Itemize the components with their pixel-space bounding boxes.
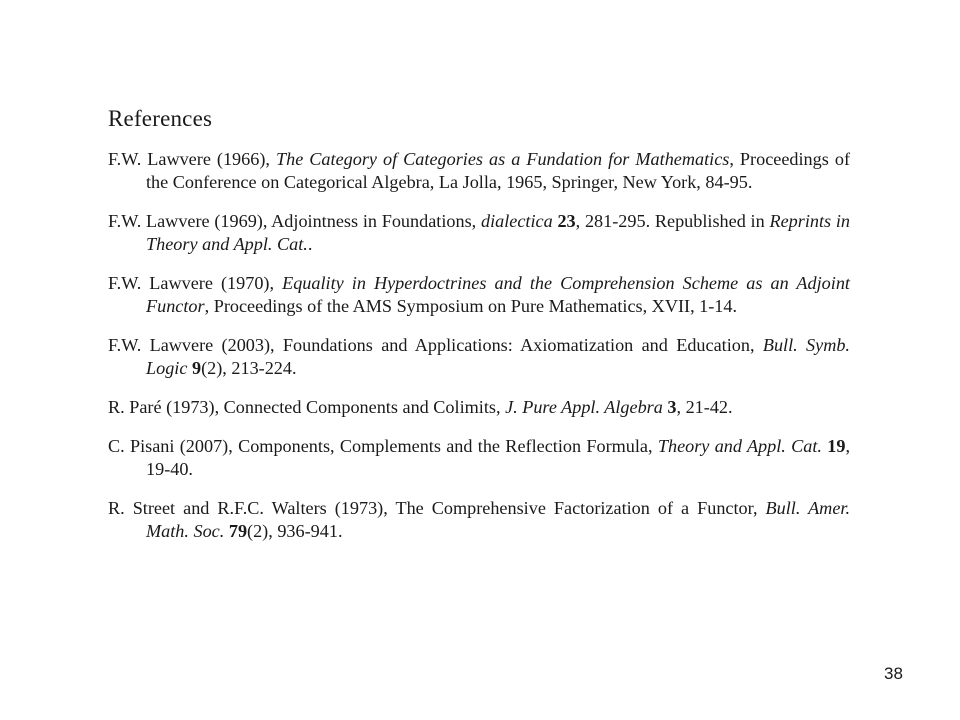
- reference-text: , 21-42.: [676, 397, 733, 417]
- reference-text: , Proceedings of the Conference on Categorical Algebra, La Jolla, 1965, Springer, New York, 84-95.: [146, 149, 851, 192]
- references-heading: References: [108, 106, 213, 131]
- reference-volume-bold: 23: [557, 211, 576, 231]
- reference-title-italic: The Category of Categories as a Fundation for Mathematics: [275, 149, 730, 169]
- reference-title-italic: Bull. Symb. Logic: [146, 335, 850, 378]
- reference-item: [108, 435, 850, 481]
- reference-item: [108, 272, 850, 318]
- reference-title-italic: Equality in Hyperdoctrines and the Comprehension Scheme as an Adjoint Functor: [146, 273, 850, 316]
- reference-item: [108, 396, 850, 419]
- reference-text: (2), 936-941.: [247, 521, 343, 541]
- reference-volume-bold: 79: [228, 521, 248, 541]
- reference-text: , 19-40.: [146, 436, 851, 479]
- reference-title-italic: J. Pure Appl. Algebra: [505, 397, 663, 417]
- reference-item: [108, 148, 850, 194]
- reference-text: R. Paré (1973), Connected Components and Colimits,: [108, 397, 506, 417]
- references-list: [108, 148, 850, 559]
- reference-text: , Proceedings of the AMS Symposium on Pure Mathematics, XVII, 1-14.: [204, 296, 738, 316]
- reference-item: [108, 334, 850, 380]
- reference-volume-bold: 9: [191, 358, 202, 378]
- reference-item: [108, 497, 850, 543]
- reference-title-italic: dialectica: [480, 211, 553, 231]
- reference-text: F.W. Lawvere (2003), Foundations and Applications: Axiomatization and Education,: [108, 335, 763, 355]
- reference-volume-bold: 3: [667, 397, 677, 417]
- reference-text: F.W. Lawvere (1970),: [108, 273, 283, 293]
- reference-text: (2), 213-224.: [201, 358, 297, 378]
- reference-text: C. Pisani (2007), Components, Complements and the Reflection Formula,: [108, 436, 658, 456]
- reference-title-italic: Bull. Amer. Math. Soc.: [146, 498, 850, 541]
- reference-text: , 281-295. Republished in: [575, 211, 770, 231]
- reference-title-italic: Reprints in Theory and Appl. Cat.: [146, 211, 851, 254]
- reference-title-italic: Theory and Appl. Cat.: [657, 436, 822, 456]
- reference-text: F.W. Lawvere (1966),: [108, 149, 276, 169]
- page-number: 38: [884, 664, 903, 683]
- reference-item: [108, 210, 850, 256]
- reference-text: .: [307, 234, 313, 254]
- reference-volume-bold: 19: [827, 436, 846, 456]
- reference-text: R. Street and R.F.C. Walters (1973), The Comprehensive Factorization of a Functor,: [108, 498, 766, 518]
- reference-text: F.W. Lawvere (1969), Adjointness in Foundations,: [108, 211, 481, 231]
